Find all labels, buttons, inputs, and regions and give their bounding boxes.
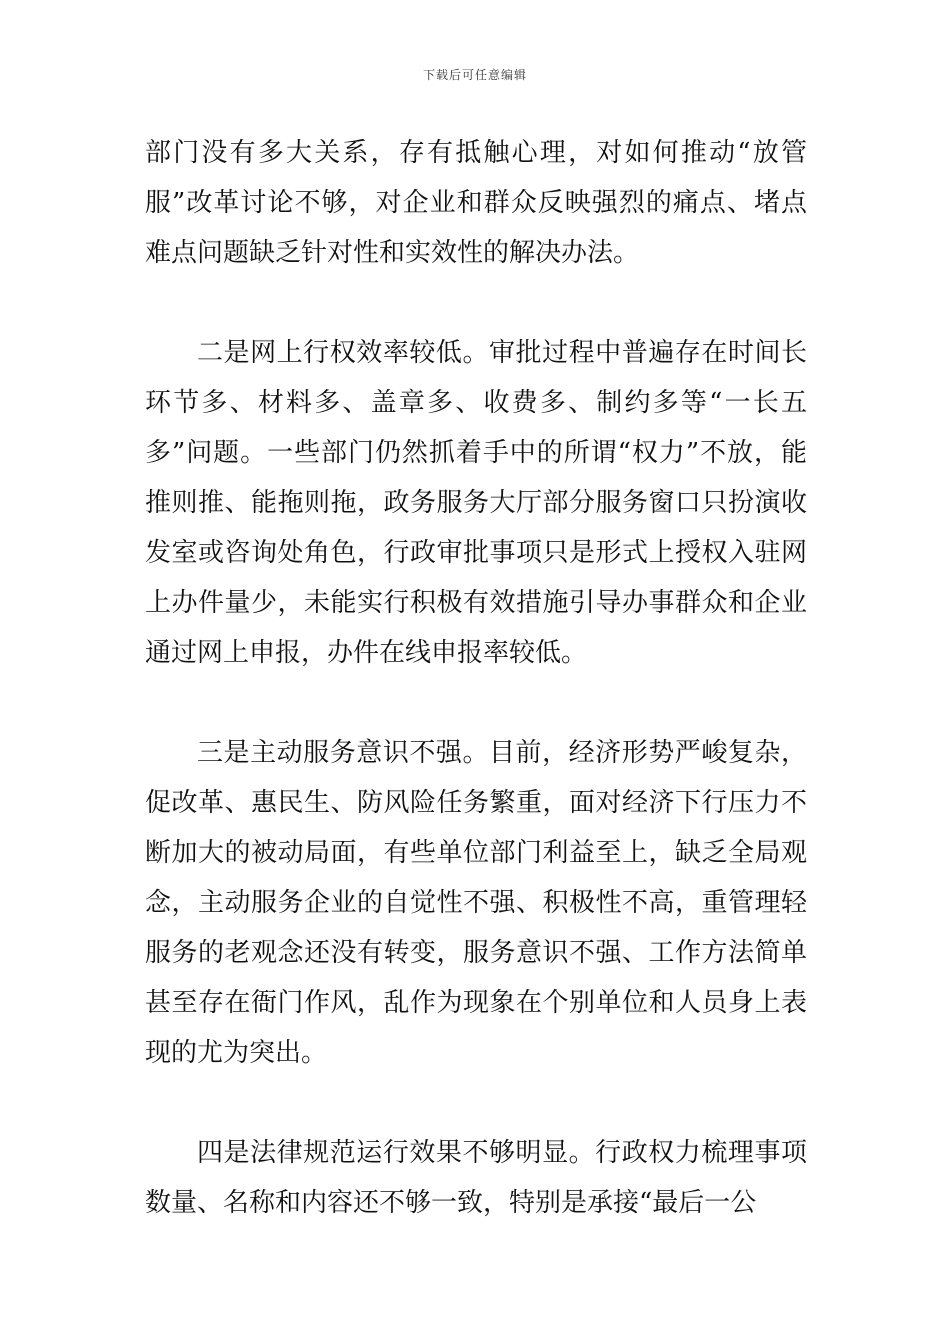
paragraph-spacer bbox=[145, 1078, 807, 1128]
paragraph-point-three: 三是主动服务意识不强。目前，经济形势严峻复杂，促改革、惠民生、防风险任务繁重，面对经济下行压力不断加大的被动局面，有些单位部门利益至上，缺乏全局观念，主动服务企业的自觉性不强、积极性不高，重管理轻服务的老观念还没有转变，服务意识不强、工作方法简单甚至存在衙门作风，乱作为现象在个别单位和人员身上表现的尤为突出。 bbox=[145, 738, 807, 1068]
paragraph-point-two: 二是网上行权效率较低。审批过程中普遍存在时间长环节多、材料多、盖章多、收费多、制约多等“一长五多”问题。一些部门仍然抓着手中的所谓“权力”不放，能推则推、能拖则拖，政务服务大厅部分服务窗口只扮演收发室或咨询处角色，行政审批事项只是形式上授权入驻网上办件量少，未能实行积极有效措施引导办事群众和企业通过网上申报，办件在线申报率较低。 bbox=[145, 338, 807, 668]
document-body bbox=[145, 128, 807, 1228]
page-header-note: 下载后可任意编辑 bbox=[422, 68, 527, 82]
paragraph-continuation: 部门没有多大关系，存有抵触心理，对如何推动“放管服”改革讨论不够，对企业和群众反映强烈的痛点、堵点难点问题缺乏针对性和实效性的解决办法。 bbox=[145, 138, 807, 268]
paragraph-spacer bbox=[145, 678, 807, 728]
paragraph-point-four: 四是法律规范运行效果不够明显。行政权力梳理事项数量、名称和内容还不够一致，特别是承接“最后一公 bbox=[145, 1138, 807, 1218]
paragraph-spacer bbox=[145, 278, 807, 328]
